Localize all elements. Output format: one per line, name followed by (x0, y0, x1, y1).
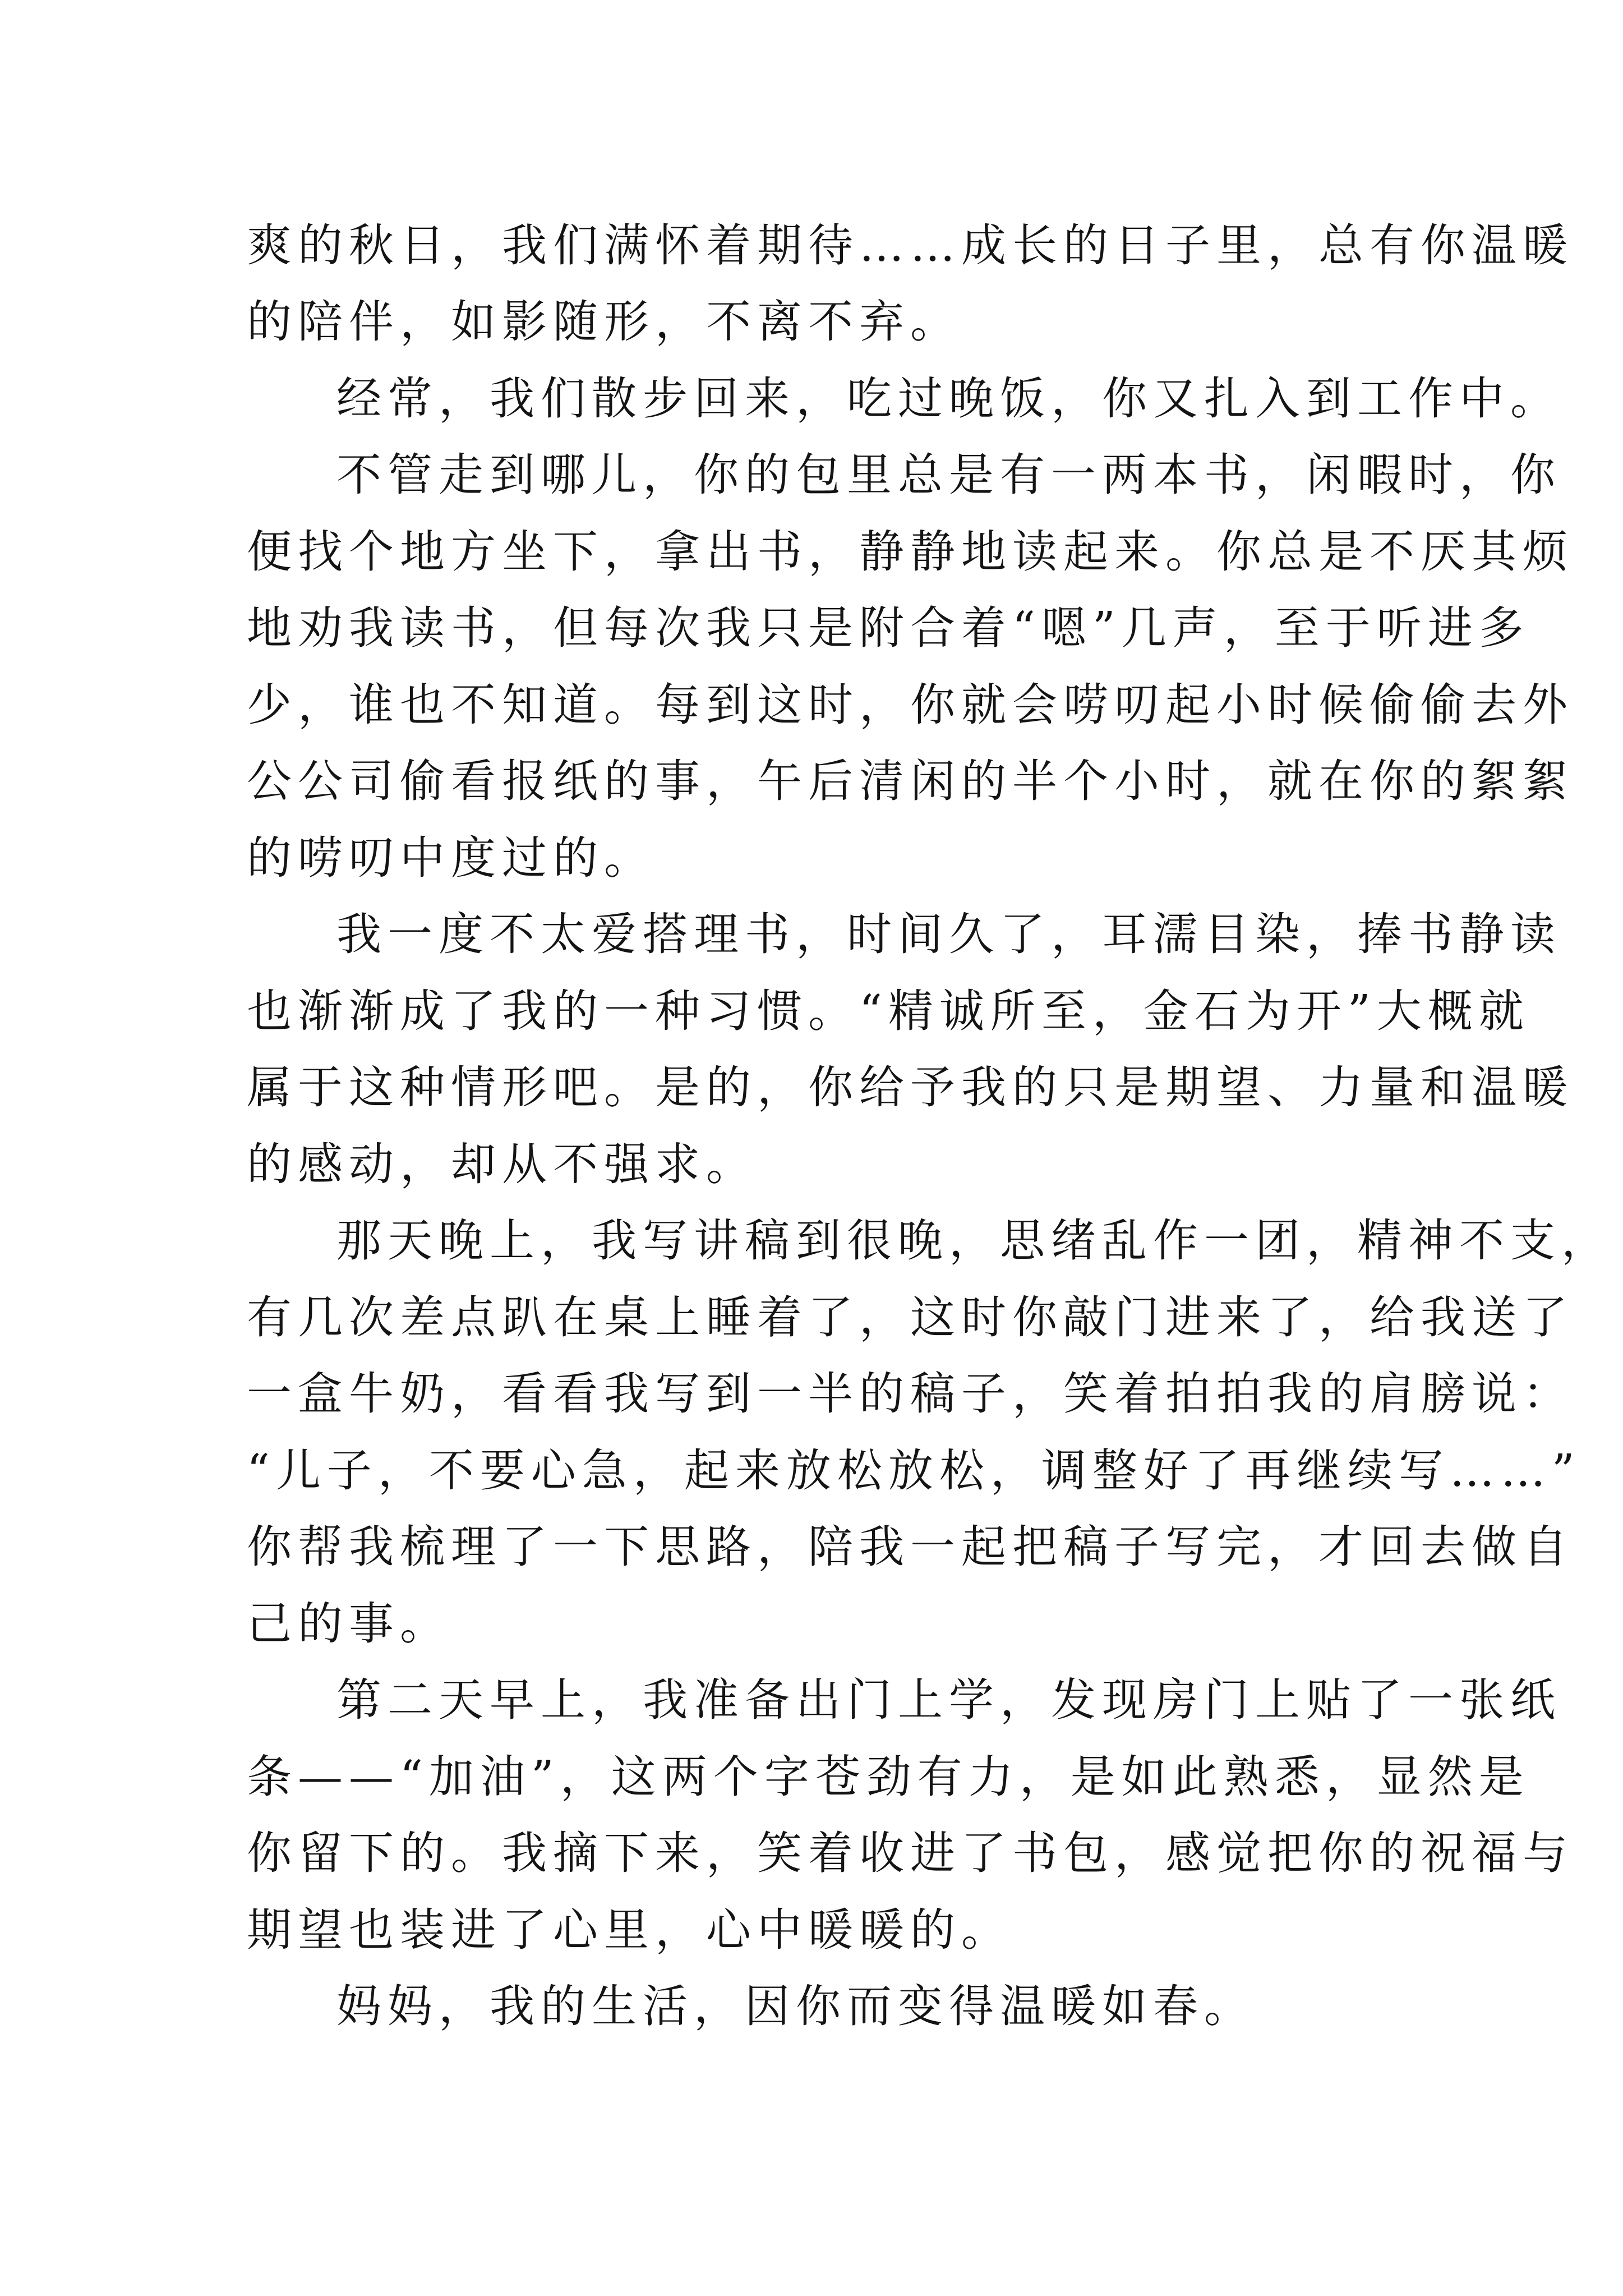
text-line-23: 期望也装进了心里，心中暖暖的。 (247, 1904, 1012, 1956)
text-line-12: 属于这种情形吧。是的，你给予我的只是期望、力量和温暖 (247, 1061, 1574, 1114)
text-line-20: 第二天早上，我准备出门上学，发现房门上贴了一张纸 (336, 1674, 1561, 1726)
text-line-8: 公公司偷看报纸的事，午后清闲的半个小时，就在你的絮絮 (247, 755, 1574, 807)
text-line-7: 少，谁也不知道。每到这时，你就会唠叨起小时候偷偷去外 (247, 679, 1574, 731)
text-line-22: 你留下的。我摘下来，笑着收进了书包，感觉把你的祝福与 (247, 1827, 1574, 1879)
text-line-17: “儿子，不要心急，起来放松放松，调整好了再继续写……” (247, 1444, 1581, 1497)
text-line-14: 那天晚上，我写讲稿到很晚，思绪乱作一团，精神不支， (336, 1214, 1612, 1267)
text-line-13: 的感动，却从不强求。 (247, 1138, 757, 1190)
text-line-3: 经常，我们散步回来，吃过晚饭，你又扎入到工作中。 (336, 372, 1561, 425)
text-line-2: 的陪伴，如影随形，不离不弃。 (247, 296, 961, 348)
text-line-21: 条——“加油”，这两个字苍劲有力，是如此熟悉，显然是 (247, 1751, 1530, 1803)
text-line-15: 有几次差点趴在桌上睡着了，这时你敲门进来了，给我送了 (247, 1291, 1574, 1343)
text-line-5: 便找个地方坐下，拿出书，静静地读起来。你总是不厌其烦 (247, 526, 1574, 578)
text-line-4: 不管走到哪儿，你的包里总是有一两本书，闲暇时，你 (336, 449, 1561, 501)
text-line-1: 爽的秋日，我们满怀着期待……成长的日子里，总有你温暖 (247, 219, 1574, 272)
text-line-10: 我一度不太爱搭理书，时间久了，耳濡目染，捧书静读 (336, 908, 1561, 960)
text-line-19: 己的事。 (247, 1598, 451, 1650)
text-line-11: 也渐渐成了我的一种习惯。“精诚所至，金石为开”大概就 (247, 985, 1530, 1037)
text-line-9: 的唠叨中度过的。 (247, 832, 655, 884)
text-line-18: 你帮我梳理了一下思路，陪我一起把稿子写完，才回去做自 (247, 1521, 1574, 1573)
text-line-24: 妈妈，我的生活，因你而变得温暖如春。 (336, 1980, 1255, 2032)
text-line-16: 一盒牛奶，看看我写到一半的稿子，笑着拍拍我的肩膀说： (247, 1368, 1574, 1420)
text-line-6: 地劝我读书，但每次我只是附合着“嗯”几声，至于听进多 (247, 602, 1530, 654)
